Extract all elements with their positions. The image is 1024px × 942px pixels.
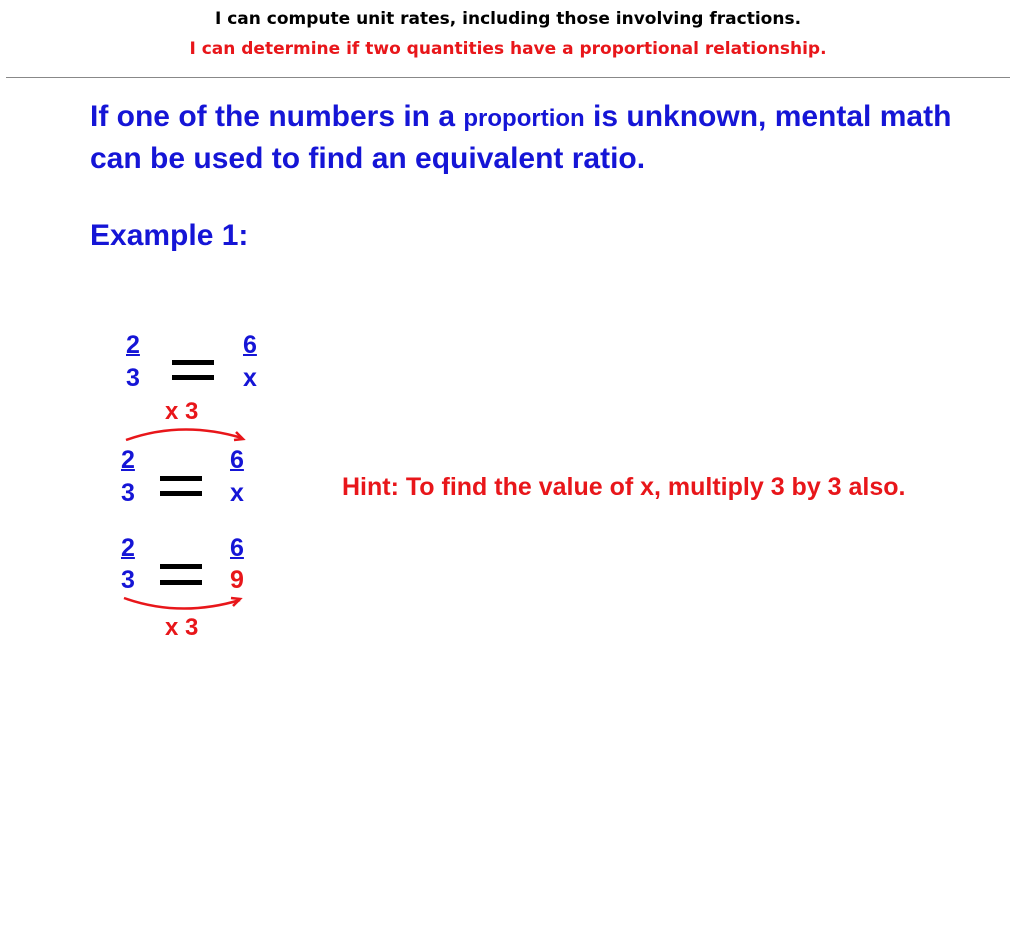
proportion-1-right-numerator: 6	[243, 331, 257, 359]
objective-line-2: I can determine if two quantities have a proportional relationship.	[189, 39, 827, 59]
intro-paragraph	[90, 97, 970, 179]
proportion-3-right-denominator: 9	[230, 566, 244, 594]
proportion-2-right-denominator: x	[230, 479, 244, 507]
equals-sign-bar-top	[160, 564, 202, 569]
intro-part-2: is unknown, mental math can be used to find an equivalent ratio.	[90, 100, 952, 175]
proportion-3-left-numerator: 2	[121, 534, 135, 562]
equals-sign-bar-bottom	[160, 580, 202, 585]
divider-rule	[6, 77, 1010, 78]
equals-sign-bar-bottom	[160, 491, 202, 496]
proportion-2-left-numerator: 2	[121, 446, 135, 474]
proportion-1-left-numerator: 2	[126, 331, 140, 359]
objective-line-1: I can compute unit rates, including those involving fractions.	[214, 9, 802, 29]
example-label: Example 1:	[90, 219, 249, 252]
hint-text: Hint: To find the value of x, multiply 3 by 3 also.	[342, 473, 906, 501]
equals-sign-bar-bottom	[172, 375, 214, 380]
equals-sign-bar-top	[160, 476, 202, 481]
multiplier-bottom-arc	[120, 594, 250, 616]
intro-part-1: If one of the numbers in a	[90, 100, 456, 133]
proportion-3-right-numerator: 6	[230, 534, 244, 562]
proportion-1-left-denominator: 3	[126, 364, 140, 392]
proportion-1-right-denominator: x	[243, 364, 257, 392]
multiplier-top-arc	[122, 424, 252, 446]
proportion-2-right-numerator: 6	[230, 446, 244, 474]
proportion-3-left-denominator: 3	[121, 566, 135, 594]
intro-term-proportion: proportion	[463, 105, 585, 132]
multiplier-top-label: x 3	[165, 398, 199, 425]
proportion-2-left-denominator: 3	[121, 479, 135, 507]
multiplier-bottom-label: x 3	[165, 614, 199, 641]
equals-sign-bar-top	[172, 360, 214, 365]
